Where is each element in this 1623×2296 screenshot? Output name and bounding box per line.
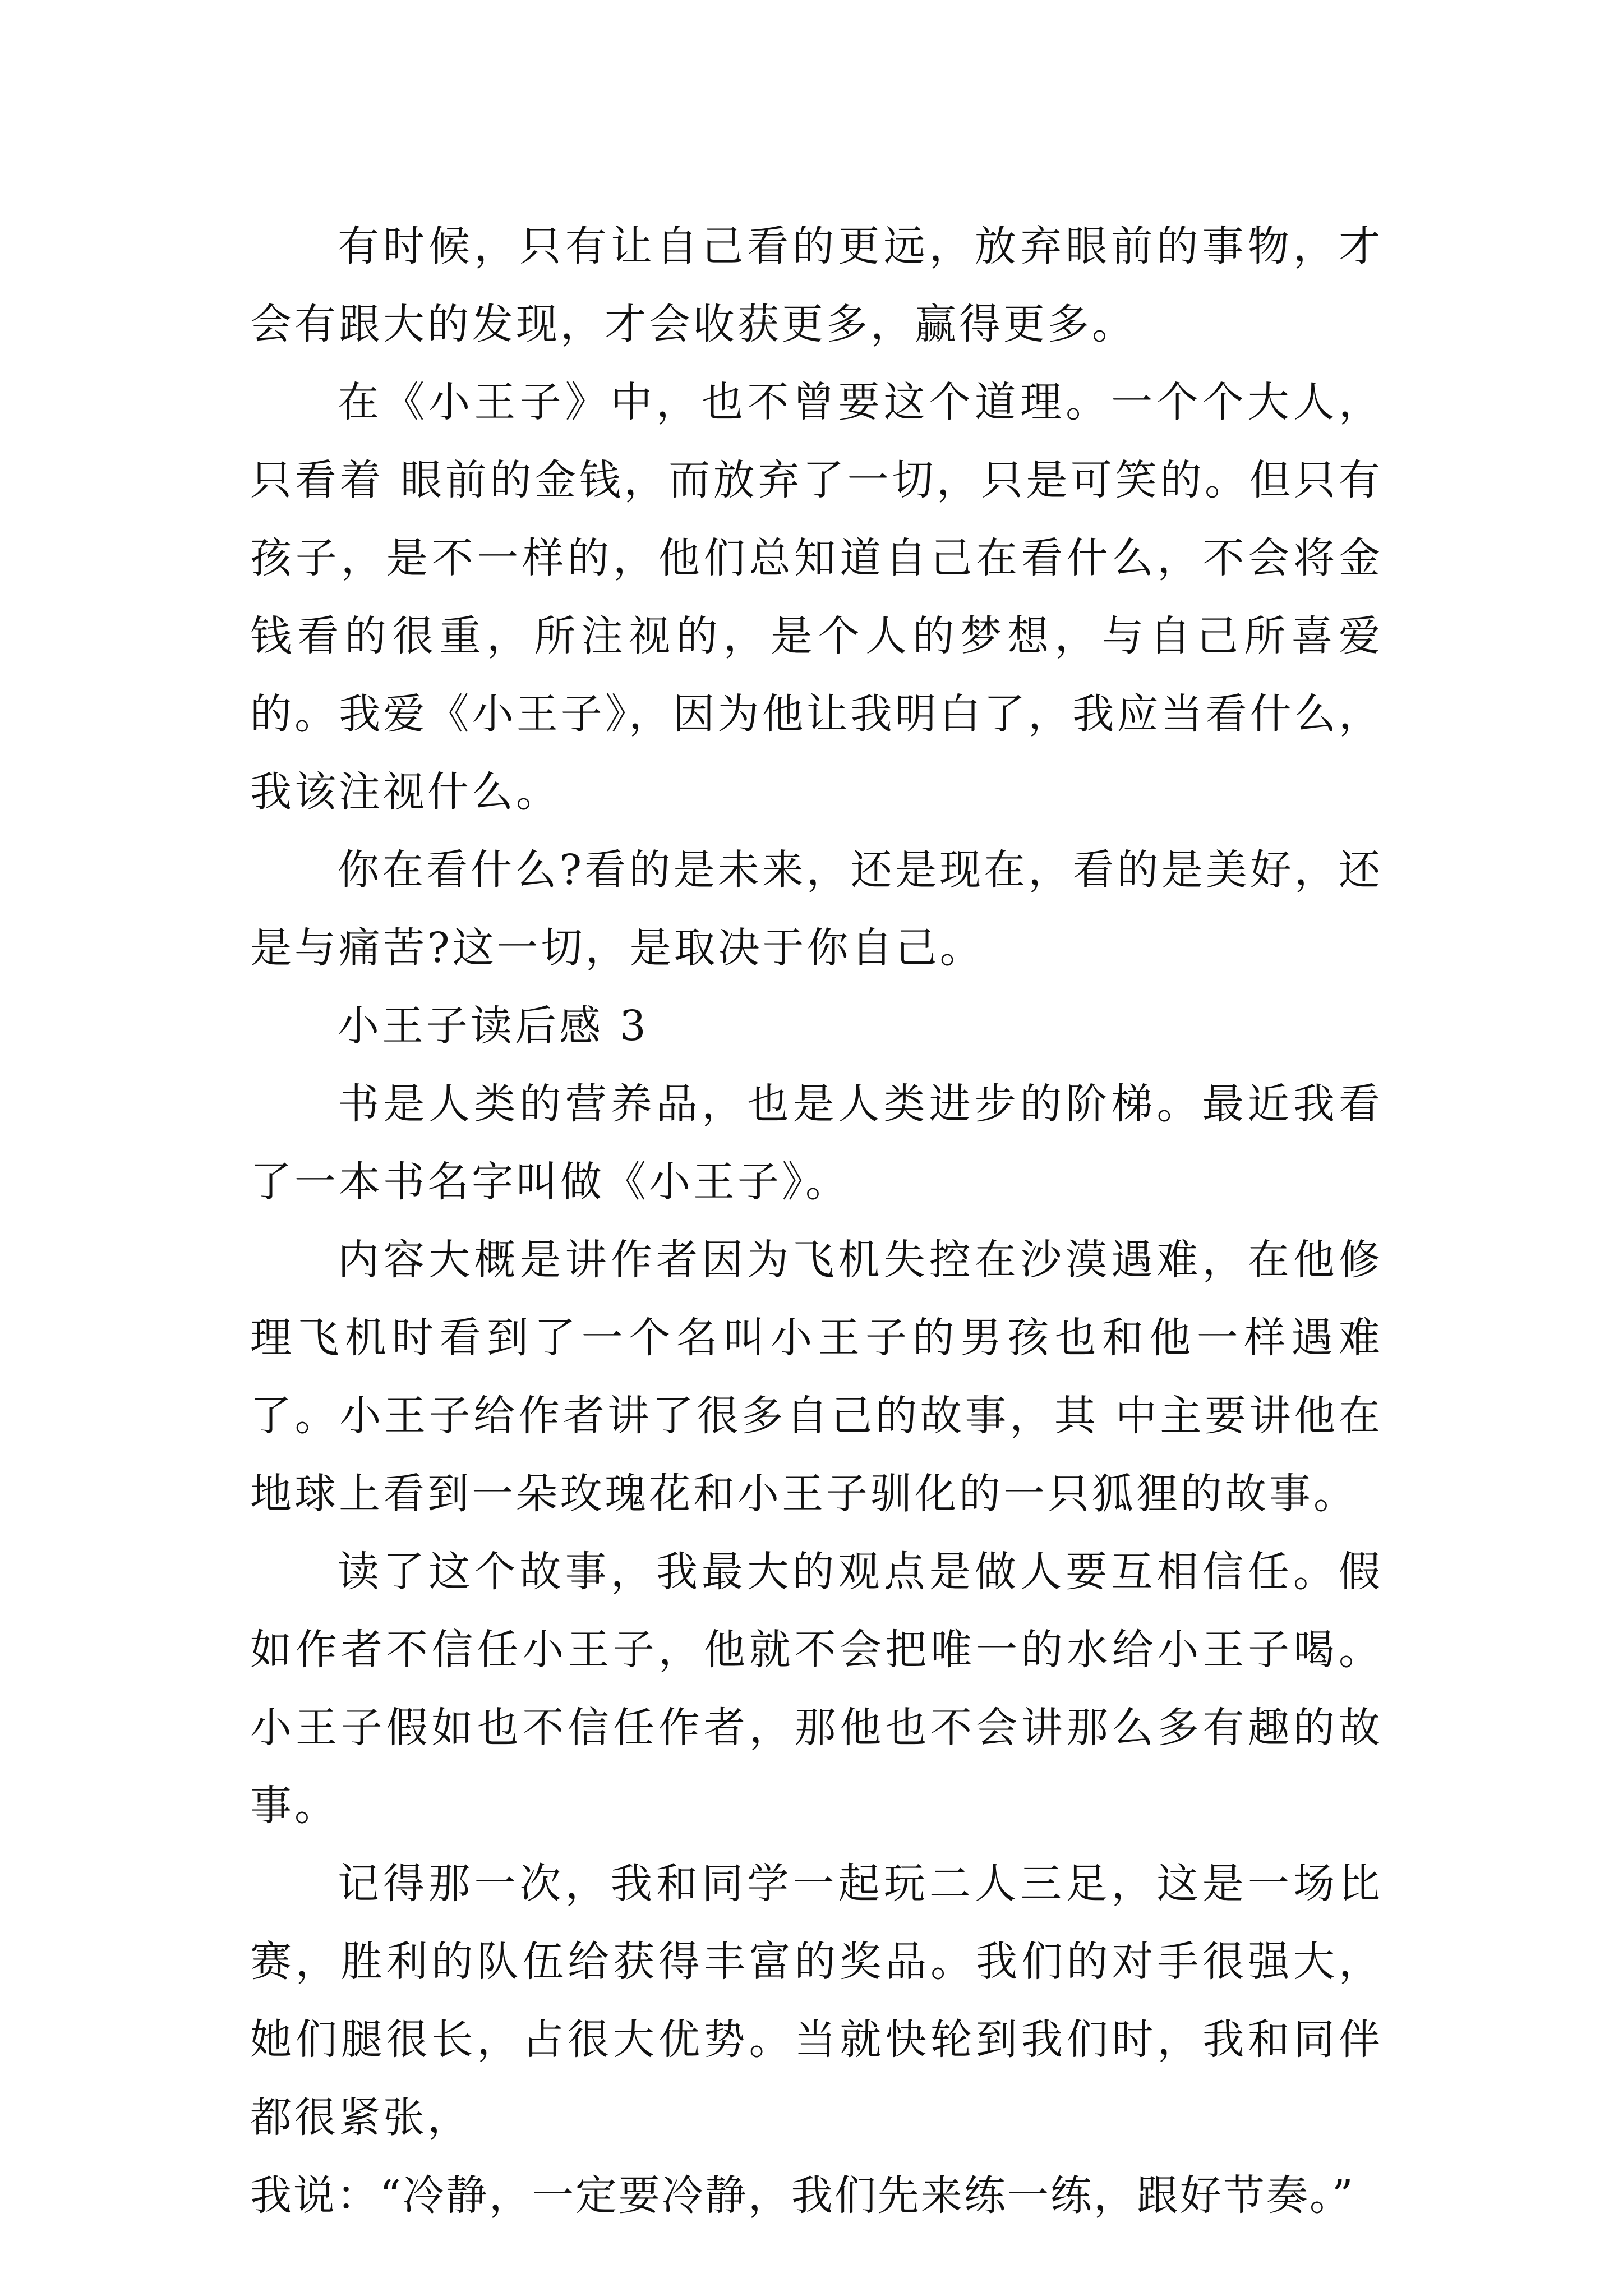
paragraph: 书是人类的营养品，也是人类进步的阶梯。最近我看了一本书名字叫做《小王子》。 [250, 1080, 1383, 1206]
section-heading: 小王子读后感 3 [338, 1002, 649, 1050]
paragraph-continuation: 我说：“冷静，一定要冷静，我们先来练一练，跟好节奏。” [250, 2171, 1355, 2220]
paragraph: 读了这个故事，我最大的观点是做人要互相信任。假如作者不信任小王子，他就不会把唯一的水给小王子喝。小王子假如也不信任作者，那他也不会讲那么多有趣的故事。 [250, 1548, 1383, 1830]
paragraph: 内容大概是讲作者因为飞机失控在沙漠遇难，在他修理飞机时看到了一个名叫小王子的男孩也和他一样遇难了。小王子给作者讲了很多自己的故事，其 中主要讲他在地球上看到一朵玫瑰花和小王子驯化的一只狐狸的故事。 [250, 1236, 1383, 1518]
paragraph: 有时候，只有让自己看的更远，放弃眼前的事物，才会有跟大的发现，才会收获更多，赢得更多。 [250, 222, 1383, 348]
paragraph: 记得那一次，我和同学一起玩二人三足，这是一场比赛，胜利的队伍给获得丰富的奖品。我们的对手很强大，她们腿很长，占很大优势。当就快轮到我们时，我和同伴都很紧张， [250, 1860, 1383, 2142]
document-body [250, 208, 1383, 2235]
paragraph: 你在看什么?看的是未来，还是现在，看的是美好，还是与痛苦?这一切，是取决于你自己。 [250, 846, 1383, 972]
paragraph: 在《小王子》中，也不曾要这个道理。一个个大人，只看着 眼前的金钱，而放弃了一切，只是可笑的。但只有孩子，是不一样的，他们总知道自己在看什么，不会将金钱看的很重，所注视的，是个人的梦想，与自己所喜爱的。我爱《小王子》，因为他让我明白了，我应当看什么，我该注视什么。 [250, 378, 1383, 816]
